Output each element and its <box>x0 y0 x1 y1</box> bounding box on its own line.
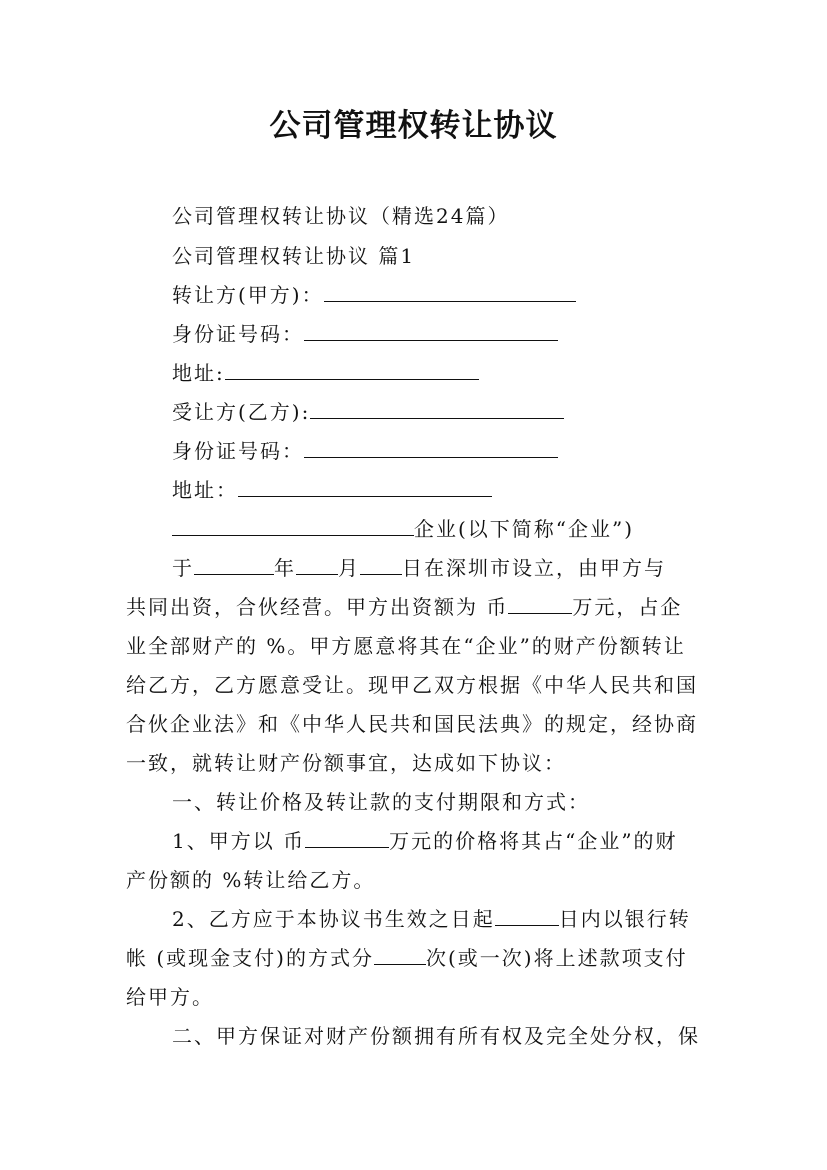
para1-text: 月 <box>338 556 360 580</box>
clause2-text: 2、乙方应于本协议书生效之日起 <box>172 907 495 931</box>
clause2-line1 <box>172 903 691 932</box>
section-heading: 公司管理权转让协议 篇1 <box>172 244 416 268</box>
id-label-2: 身份证号码： <box>172 439 304 463</box>
enterprise-line <box>172 513 634 542</box>
address-field-1 <box>172 357 479 386</box>
transferor-blank <box>324 283 576 302</box>
section1-heading: 一、转让价格及转让款的支付期限和方式： <box>172 790 590 814</box>
document-title: 公司管理权转让协议 <box>269 108 558 144</box>
id-field-1 <box>172 318 558 347</box>
id-label-1: 身份证号码： <box>172 322 304 346</box>
investment-blank <box>508 595 572 614</box>
clause2-line3: 给甲方。 <box>126 985 214 1009</box>
days-blank <box>495 907 559 926</box>
id-blank-1 <box>304 322 558 341</box>
clause2-text: 日内以银行转 <box>558 907 691 931</box>
address-blank-2 <box>238 478 492 497</box>
para1-line2 <box>126 591 682 620</box>
para1-line1 <box>172 552 666 581</box>
para1-text: 于 <box>172 556 194 580</box>
clause2-text: 帐 (或现金支付)的方式分 <box>126 946 374 970</box>
para1-line5: 合伙企业法》和《中华人民共和国民法典》的规定，经协商 <box>126 712 698 736</box>
address-field-2 <box>172 474 492 503</box>
para1-line3: 业全部财产的 %。甲方愿意将其在“企业”的财产份额转让 <box>126 634 686 658</box>
transferor-label: 转让方(甲方)： <box>172 283 324 307</box>
transferee-field <box>172 396 564 425</box>
para1-text: 日在深圳市设立，由甲方与 <box>402 556 666 580</box>
clause1-line1 <box>172 825 678 854</box>
para1-text: 万元，占企 <box>572 595 683 619</box>
document-subtitle: 公司管理权转让协议（精选24篇） <box>172 204 510 228</box>
clause2-text: 次(或一次)将上述款项支付 <box>425 946 688 970</box>
year-blank <box>194 556 274 575</box>
section2-line: 二、甲方保证对财产份额拥有所有权及完全处分权，保 <box>172 1024 700 1048</box>
price-blank <box>305 829 389 848</box>
address-label-1: 地址: <box>172 361 225 385</box>
clause1-line2: 产份额的 %转让给乙方。 <box>126 868 376 892</box>
para1-line4: 给乙方，乙方愿意受让。现甲乙双方根据《中华人民共和国 <box>126 673 698 697</box>
enterprise-blank <box>172 517 414 536</box>
para1-text: 共同出资，合伙经营。甲方出资额为 币 <box>126 595 509 619</box>
installments-blank <box>374 946 426 965</box>
transferor-field <box>172 279 576 308</box>
para1-line6: 一致，就转让财产份额事宜，达成如下协议： <box>126 751 566 775</box>
transferee-blank <box>310 400 564 419</box>
day-blank <box>360 556 402 575</box>
month-blank <box>296 556 338 575</box>
id-field-2 <box>172 435 558 464</box>
transferee-label: 受让方(乙方): <box>172 400 311 424</box>
clause2-line2 <box>126 942 688 971</box>
clause1-text: 万元的价格将其占“企业”的财 <box>389 829 678 853</box>
address-label-2: 地址： <box>172 478 238 502</box>
para1-text: 年 <box>274 556 296 580</box>
address-blank-1 <box>225 361 479 380</box>
enterprise-text: 企业(以下简称“企业”) <box>414 517 635 541</box>
clause1-text: 1、甲方以 币 <box>172 829 306 853</box>
id-blank-2 <box>304 439 558 458</box>
